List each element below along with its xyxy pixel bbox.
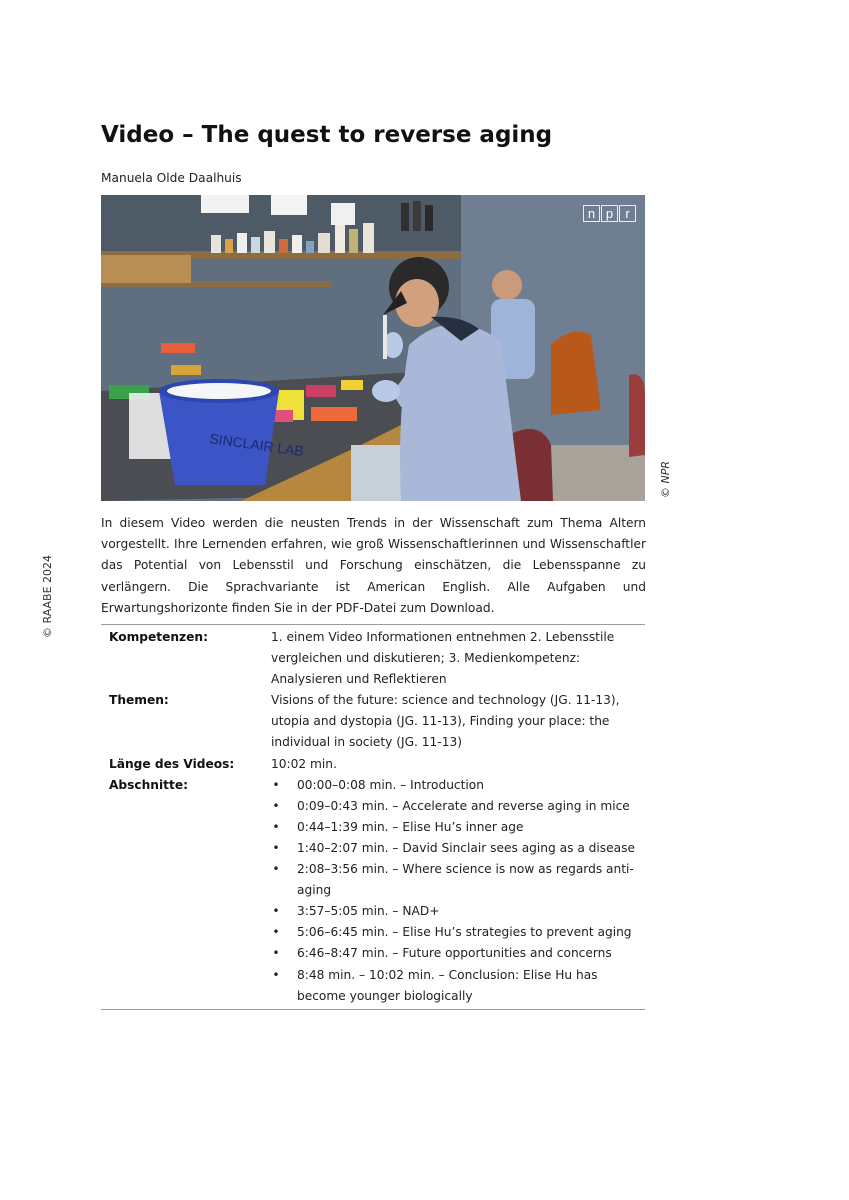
abschnitte-value — [271, 775, 645, 1007]
laenge-label: Länge des Videos: — [109, 756, 235, 771]
lab-photo — [101, 195, 645, 501]
intro-paragraph: In diesem Video werden die neusten Trends in der Wissenschaft zum Thema Altern vorgestellt. Ihre Lernenden erfahren, wie groß Wissenschaftlerinnen und Wissenschaftler das Potential von Lebensstil und Forschung einschätzen, die Lebensspanne zu verlängern. Die Sprachvariante ist American English. Alle Aufgaben und Erwartungshorizonte finden Sie in der PDF-Datei zum Download. — [101, 516, 646, 615]
sections-list — [271, 775, 645, 1007]
npr-logo-letter: r — [619, 205, 636, 222]
section-text: 2:08–3:56 min. – Where science is now as regards anti-aging — [297, 862, 634, 898]
section-text: 1:40–2:07 min. – David Sinclair sees aging as a disease — [297, 840, 635, 855]
bullet-icon: • — [272, 862, 280, 877]
bullet-icon: • — [272, 840, 280, 855]
list-item — [271, 817, 645, 838]
info-table — [101, 624, 645, 1010]
themen-value: Visions of the future: science and technology (JG. 11-13), utopia and dystopia (JG. 11-13), Finding your place: the individual in society (JG. 11-13) — [271, 693, 620, 750]
row-kompetenzen — [101, 627, 645, 690]
npr-logo-letter: p — [601, 205, 618, 222]
laenge-value: 10:02 min. — [271, 756, 337, 771]
abschnitte-label: Abschnitte: — [109, 777, 188, 792]
page-title: Video – The quest to reverse aging — [101, 122, 553, 148]
list-item — [271, 859, 645, 901]
kompetenzen-value: 1. einem Video Informationen entnehmen 2. Lebensstile vergleichen und diskutieren; 3. Medienkompetenz: Analysieren und Reflektieren — [271, 630, 615, 687]
section-text: 00:00–0:08 min. – Introduction — [297, 777, 484, 792]
list-item — [271, 796, 645, 817]
npr-logo-letter: n — [583, 205, 600, 222]
bullet-icon: • — [272, 777, 280, 792]
themen-label: Themen: — [109, 693, 169, 708]
kompetenzen-label: Kompetenzen: — [109, 630, 208, 644]
bucket-lettering: SINCLAIR LAB — [208, 430, 305, 460]
lab-scene-illustration — [101, 195, 645, 501]
section-text: 6:46–8:47 min. – Future opportunities and concerns — [297, 946, 612, 961]
list-item — [271, 838, 645, 859]
list-item — [271, 775, 645, 796]
list-item — [271, 922, 645, 943]
section-text: 5:06–6:45 min. – Elise Hu’s strategies to prevent aging — [297, 925, 632, 940]
side-copyright: © RAABE 2024 — [41, 554, 54, 638]
section-text: 3:57–5:05 min. – NAD+ — [297, 904, 440, 919]
bullet-icon: • — [272, 904, 280, 919]
bullet-icon: • — [272, 819, 280, 834]
bullet-icon: • — [272, 967, 280, 982]
photo-credit: © NPR — [659, 460, 672, 498]
author-name: Manuela Olde Daalhuis — [101, 171, 242, 185]
row-abschnitte — [101, 775, 645, 1007]
list-item — [271, 965, 645, 1007]
section-text: 0:09–0:43 min. – Accelerate and reverse aging in mice — [297, 798, 630, 813]
bullet-icon: • — [272, 798, 280, 813]
row-themen — [101, 690, 645, 753]
section-text: 0:44–1:39 min. – Elise Hu’s inner age — [297, 819, 524, 834]
bullet-icon: • — [272, 925, 280, 940]
row-laenge — [101, 754, 645, 775]
bullet-icon: • — [272, 946, 280, 961]
list-item — [271, 943, 645, 964]
list-item — [271, 901, 645, 922]
npr-logo — [583, 205, 636, 222]
section-text: 8:48 min. – 10:02 min. – Conclusion: Elise Hu has become younger biologically — [297, 967, 598, 1003]
